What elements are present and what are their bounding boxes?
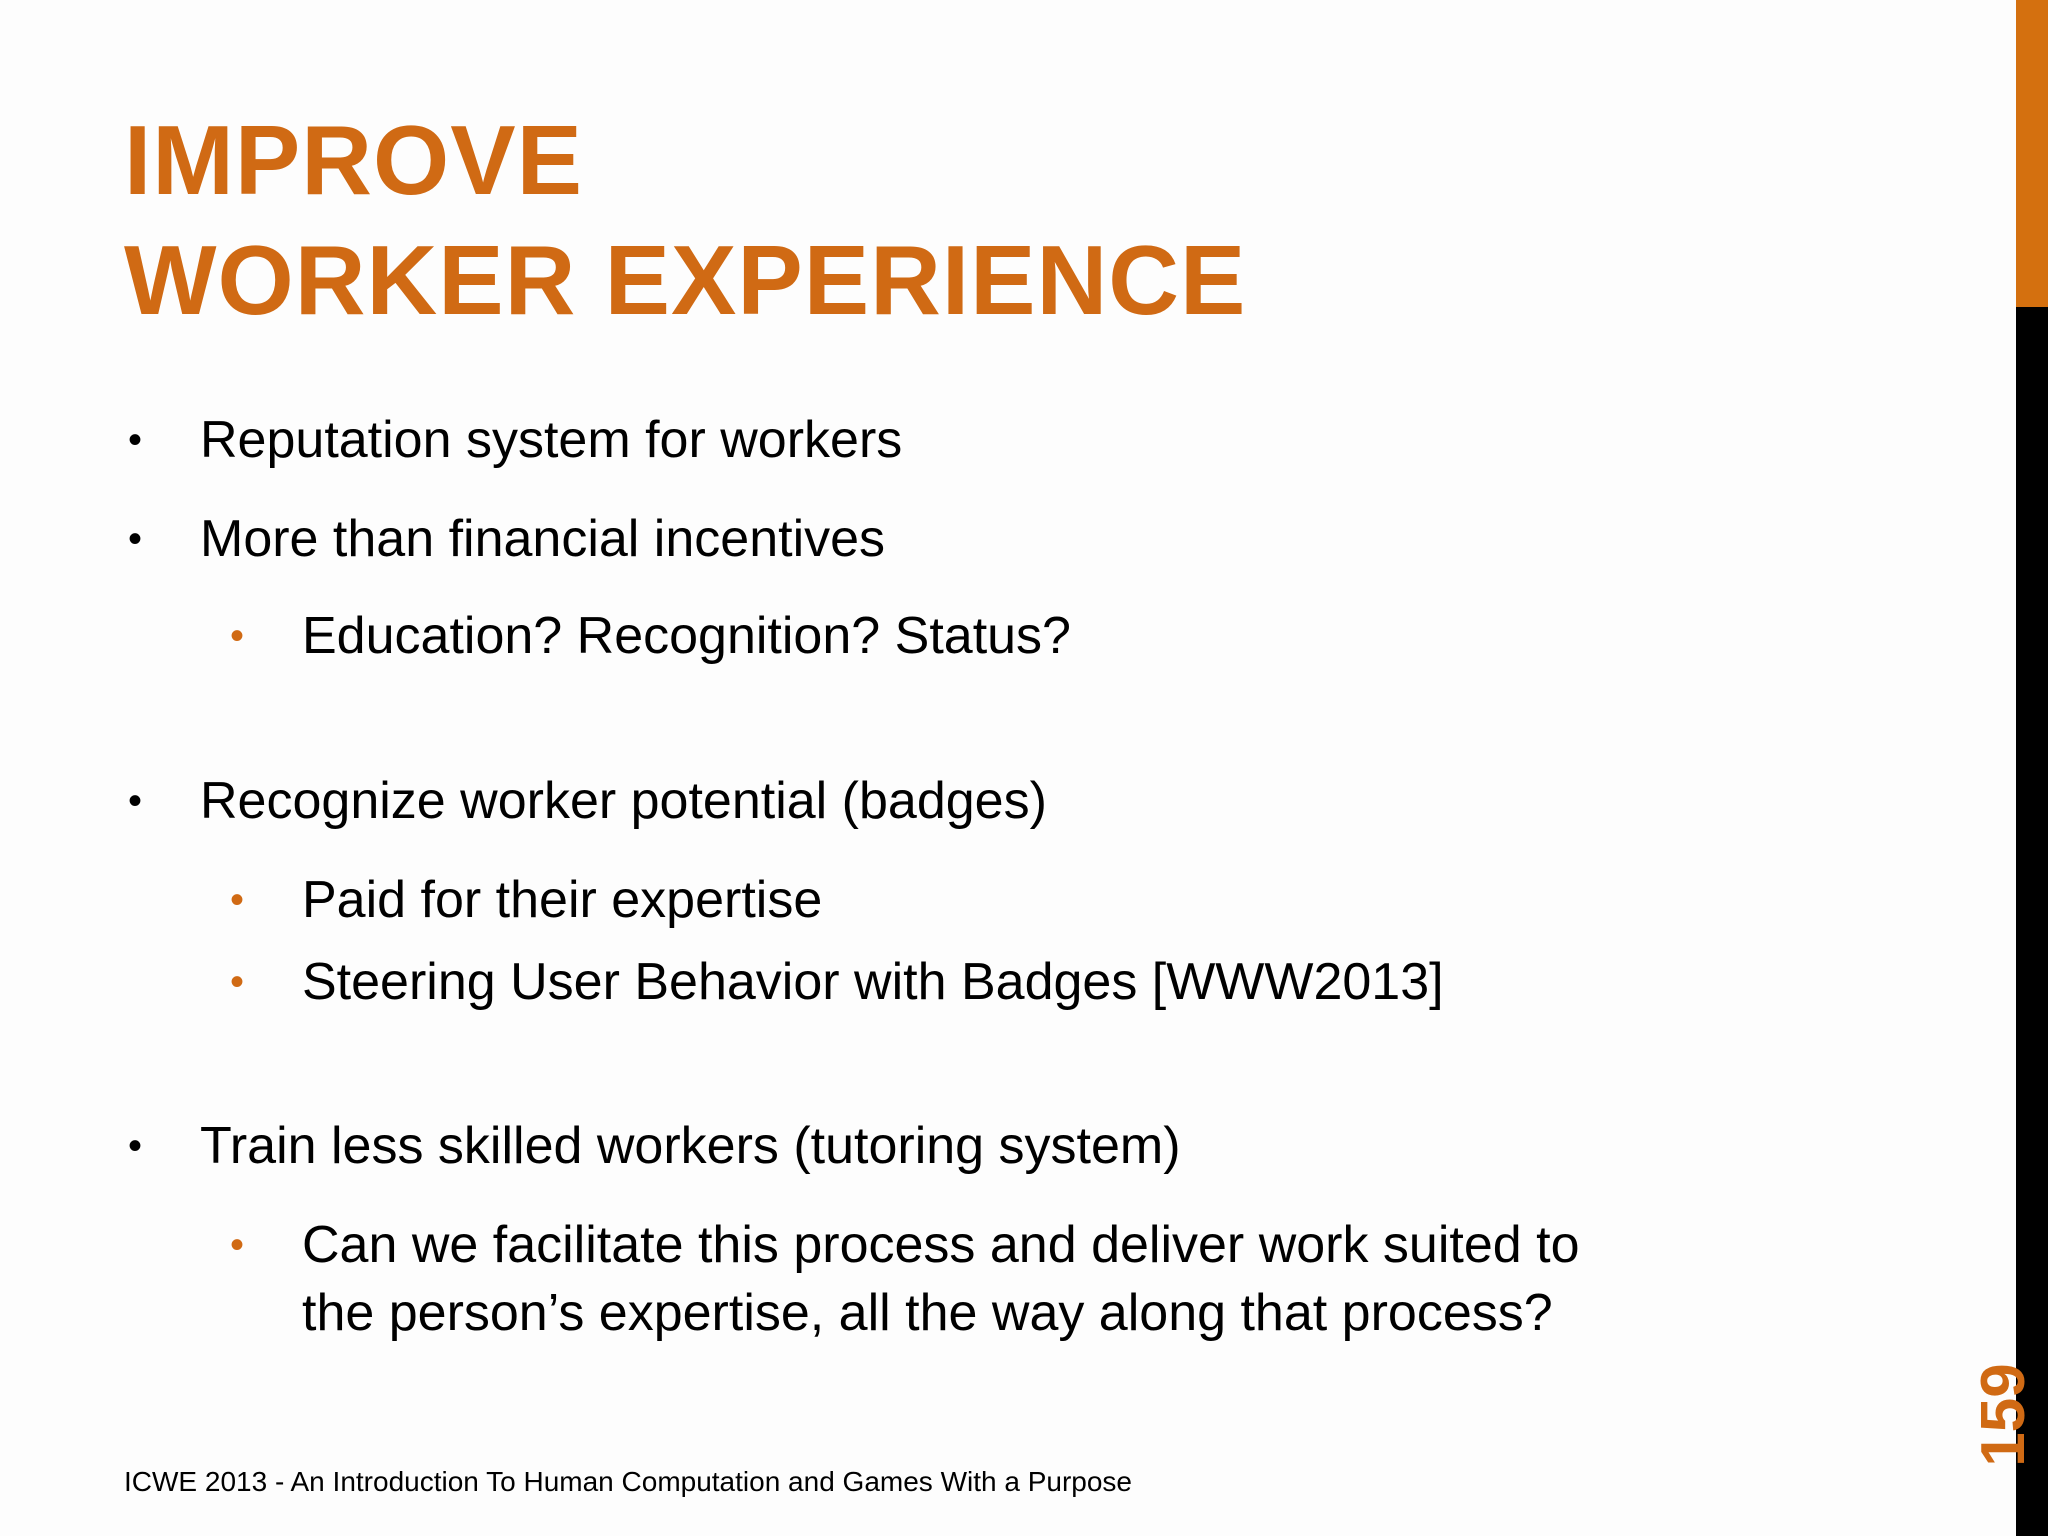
bullet-text: Reputation system for workers xyxy=(200,411,903,469)
sub-bullet-item xyxy=(230,948,1444,1016)
sub-bullet-dot: • xyxy=(230,1223,245,1267)
bullet-dot: • xyxy=(128,1124,143,1168)
title-line-2: WORKER EXPERIENCE xyxy=(124,225,1247,335)
page-number: 159 xyxy=(1969,1363,2038,1467)
sub-bullet-text: Paid for their expertise xyxy=(302,871,823,929)
bullet-item xyxy=(128,406,903,474)
sub-bullet-text-line-2: the person’s expertise, all the way along that process? xyxy=(302,1284,1553,1342)
slide-footer: ICWE 2013 - An Introduction To Human Computation and Games With a Purpose xyxy=(124,1466,1132,1497)
sub-bullet-item xyxy=(230,602,1071,670)
sub-bullet-dot: • xyxy=(230,878,245,922)
sub-bullet-item xyxy=(230,866,823,934)
title-line-1: IMPROVE xyxy=(124,105,583,215)
sub-bullet-text: Education? Recognition? Status? xyxy=(302,607,1071,665)
bullet-text: More than financial incentives xyxy=(200,510,886,568)
bullet-dot: • xyxy=(128,517,143,561)
bullet-item xyxy=(128,505,886,573)
sub-bullet-dot: • xyxy=(230,614,245,658)
sub-bullet-text: Steering User Behavior with Badges [WWW2013] xyxy=(302,953,1444,1011)
bullet-text: Train less skilled workers (tutoring system) xyxy=(200,1117,1181,1175)
sub-bullet-text-line-1: Can we facilitate this process and deliver work suited to xyxy=(302,1216,1580,1274)
bullet-item xyxy=(128,1112,1181,1180)
bullet-dot: • xyxy=(128,779,143,823)
bullet-text: Recognize worker potential (badges) xyxy=(200,772,1047,830)
bullet-item xyxy=(128,767,1047,835)
bullet-dot: • xyxy=(128,418,143,462)
sub-bullet-dot: • xyxy=(230,960,245,1004)
sub-bullet-item xyxy=(230,1211,1580,1347)
